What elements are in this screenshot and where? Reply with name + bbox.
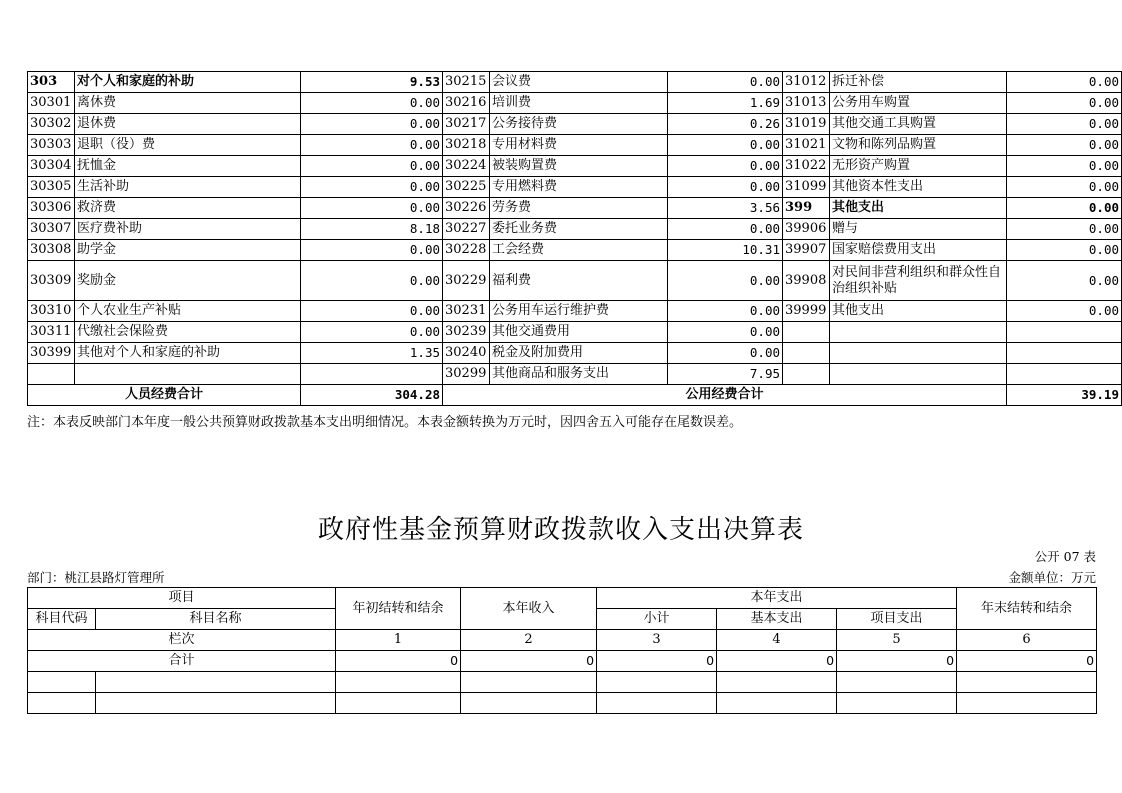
item-name: [830, 343, 1007, 364]
item-value: 7.95: [668, 364, 783, 385]
item-value: 8.18: [301, 219, 443, 240]
item-name: 工会经费: [490, 240, 668, 261]
item-name: 生活补助: [75, 177, 301, 198]
empty-cell: [837, 672, 957, 693]
item-value: 1.35: [301, 343, 443, 364]
item-code: 30227: [443, 219, 490, 240]
item-code: 30224: [443, 156, 490, 177]
table-row: [28, 301, 1122, 322]
table-row: [28, 135, 1122, 156]
item-code: [783, 322, 830, 343]
item-code: 30301: [28, 93, 75, 114]
item-value: 0.00: [668, 322, 783, 343]
column-number: 1: [336, 630, 461, 651]
item-code: 30399: [28, 343, 75, 364]
item-name: 奖励金: [75, 261, 301, 301]
item-code: 30308: [28, 240, 75, 261]
item-code: 31099: [783, 177, 830, 198]
table-row: [28, 343, 1122, 364]
column-number: 2: [461, 630, 597, 651]
department-label: 部门：桃江县路灯管理所: [27, 570, 165, 585]
column-number: 6: [957, 630, 1097, 651]
item-name: 其他交通费用: [490, 322, 668, 343]
item-code: [783, 343, 830, 364]
item-name: 培训费: [490, 93, 668, 114]
column-number-row: [28, 630, 1097, 651]
item-name: 公务用车购置: [830, 93, 1007, 114]
item-name: 个人农业生产补贴: [75, 301, 301, 322]
item-name: 劳务费: [490, 198, 668, 219]
item-value: [1007, 364, 1122, 385]
item-value: 0.00: [1007, 177, 1122, 198]
item-value: 0.00: [668, 156, 783, 177]
item-value: 0.00: [668, 177, 783, 198]
table-row: [28, 322, 1122, 343]
fund-total-value: 0: [597, 651, 717, 672]
item-name: 文物和陈列品购置: [830, 135, 1007, 156]
empty-cell: [717, 693, 837, 714]
empty-cell: [96, 672, 336, 693]
item-value: 0.00: [301, 240, 443, 261]
item-value: [1007, 322, 1122, 343]
empty-cell: [717, 672, 837, 693]
amount-unit-label: 金额单位：万元: [1008, 570, 1096, 585]
item-code: 30226: [443, 198, 490, 219]
personnel-total-value: 304.28: [301, 385, 443, 406]
table-row: [28, 364, 1122, 385]
item-code: 30306: [28, 198, 75, 219]
item-code: 30240: [443, 343, 490, 364]
table-row: [28, 72, 1122, 93]
item-value: 0.00: [668, 219, 783, 240]
item-value: 0.00: [301, 198, 443, 219]
empty-cell: [957, 693, 1097, 714]
item-code: 30305: [28, 177, 75, 198]
table-row: [28, 240, 1122, 261]
item-name: 抚恤金: [75, 156, 301, 177]
item-name: [830, 322, 1007, 343]
item-name: 其他交通工具购置: [830, 114, 1007, 135]
fund-total-value: 0: [336, 651, 461, 672]
item-value: 0.00: [668, 343, 783, 364]
item-name: 救济费: [75, 198, 301, 219]
item-code: 30239: [443, 322, 490, 343]
item-name: [830, 364, 1007, 385]
empty-cell: [837, 693, 957, 714]
item-value: 0.00: [301, 135, 443, 156]
item-name: 对个人和家庭的补助: [75, 72, 301, 93]
item-name: 其他支出: [830, 198, 1007, 219]
item-name: 无形资产购置: [830, 156, 1007, 177]
item-value: 0.00: [1007, 301, 1122, 322]
item-name: 其他商品和服务支出: [490, 364, 668, 385]
item-value: 0.00: [1007, 219, 1122, 240]
item-value: 10.31: [668, 240, 783, 261]
item-code: 30215: [443, 72, 490, 93]
header-income: 本年收入: [461, 588, 597, 630]
table-row: [28, 156, 1122, 177]
item-code: 30311: [28, 322, 75, 343]
item-value: 0.00: [1007, 93, 1122, 114]
header-project: 项目支出: [837, 609, 957, 630]
item-name: 福利费: [490, 261, 668, 301]
header-expense: 本年支出: [597, 588, 957, 609]
fund-table-title: 政府性基金预算财政拨款收入支出决算表: [317, 515, 804, 545]
header-row-1: [28, 588, 1097, 609]
item-code: 30307: [28, 219, 75, 240]
item-code: 30299: [443, 364, 490, 385]
table-row: [28, 219, 1122, 240]
item-name: 公务接待费: [490, 114, 668, 135]
item-value: 0.26: [668, 114, 783, 135]
item-name: 对民间非营利组织和群众性自治组织补贴: [830, 261, 1007, 301]
empty-cell: [336, 693, 461, 714]
expense-rows: [28, 72, 1122, 385]
item-code: 399: [783, 198, 830, 219]
item-code: 30302: [28, 114, 75, 135]
item-name: 医疗费补助: [75, 219, 301, 240]
item-code: 30231: [443, 301, 490, 322]
fund-total-label: 合计: [28, 651, 336, 672]
item-name: 退休费: [75, 114, 301, 135]
empty-cell: [336, 672, 461, 693]
item-code: 30218: [443, 135, 490, 156]
public-total-label: 公用经费合计: [443, 385, 1007, 406]
item-value: 0.00: [301, 261, 443, 301]
item-value: 0.00: [301, 156, 443, 177]
fund-total-value: 0: [717, 651, 837, 672]
empty-cell: [96, 693, 336, 714]
item-name: 委托业务费: [490, 219, 668, 240]
item-code: 31019: [783, 114, 830, 135]
empty-cell: [461, 672, 597, 693]
fund-total-value: 0: [957, 651, 1097, 672]
item-code: 30216: [443, 93, 490, 114]
header-item: 项目: [28, 588, 336, 609]
item-code: 31013: [783, 93, 830, 114]
item-name: 助学金: [75, 240, 301, 261]
table-code: 公开 07 表: [1034, 549, 1096, 564]
item-name: 国家赔偿费用支出: [830, 240, 1007, 261]
item-name: 其他资本性支出: [830, 177, 1007, 198]
column-number: 5: [837, 630, 957, 651]
fund-total-row: [28, 651, 1097, 672]
column-number-label: 栏次: [28, 630, 336, 651]
item-code: 30225: [443, 177, 490, 198]
table-row: [28, 114, 1122, 135]
header-subject-code: 科目代码: [28, 609, 96, 630]
item-value: [1007, 343, 1122, 364]
item-code: 30228: [443, 240, 490, 261]
item-value: 0.00: [301, 301, 443, 322]
column-number: 3: [597, 630, 717, 651]
item-value: 1.69: [668, 93, 783, 114]
item-code: 39906: [783, 219, 830, 240]
empty-row: [28, 672, 1097, 693]
item-value: 9.53: [301, 72, 443, 93]
item-value: 0.00: [1007, 72, 1122, 93]
item-code: [783, 364, 830, 385]
empty-cell: [461, 693, 597, 714]
item-code: 31012: [783, 72, 830, 93]
table-row: [28, 177, 1122, 198]
item-name: [75, 364, 301, 385]
item-value: [301, 364, 443, 385]
empty-cell: [28, 672, 96, 693]
fund-total-value: 0: [461, 651, 597, 672]
item-name: 被装购置费: [490, 156, 668, 177]
item-value: 0.00: [301, 114, 443, 135]
item-name: 赠与: [830, 219, 1007, 240]
table-row: [28, 93, 1122, 114]
item-value: 0.00: [668, 72, 783, 93]
item-code: 30310: [28, 301, 75, 322]
item-value: 0.00: [301, 93, 443, 114]
item-value: 0.00: [668, 301, 783, 322]
item-name: 代缴社会保险费: [75, 322, 301, 343]
item-code: 39999: [783, 301, 830, 322]
item-code: 30229: [443, 261, 490, 301]
item-code: 303: [28, 72, 75, 93]
item-value: 0.00: [301, 177, 443, 198]
item-value: 0.00: [1007, 135, 1122, 156]
item-name: 退职（役）费: [75, 135, 301, 156]
item-name: 其他对个人和家庭的补助: [75, 343, 301, 364]
item-code: [28, 364, 75, 385]
fund-total-value: 0: [837, 651, 957, 672]
table-row: [28, 261, 1122, 301]
empty-cell: [597, 693, 717, 714]
personnel-total-label: 人员经费合计: [28, 385, 301, 406]
item-code: 30303: [28, 135, 75, 156]
item-value: 0.00: [301, 322, 443, 343]
item-code: 31021: [783, 135, 830, 156]
table-note: 注：本表反映部门本年度一般公共预算财政拨款基本支出明细情况。本表金额转换为万元时，因四舍五入可能存在尾数误差。: [27, 415, 743, 430]
item-code: 39907: [783, 240, 830, 261]
public-total-value: 39.19: [1007, 385, 1122, 406]
empty-cell: [597, 672, 717, 693]
item-name: 拆迁补偿: [830, 72, 1007, 93]
basic-expense-table: [27, 71, 1122, 406]
item-name: 其他支出: [830, 301, 1007, 322]
item-value: 0.00: [1007, 156, 1122, 177]
item-code: 30309: [28, 261, 75, 301]
header-subtotal: 小计: [597, 609, 717, 630]
item-code: 31022: [783, 156, 830, 177]
empty-cell: [28, 693, 96, 714]
item-name: 专用材料费: [490, 135, 668, 156]
table-row: [28, 198, 1122, 219]
item-name: 公务用车运行维护费: [490, 301, 668, 322]
item-code: 30304: [28, 156, 75, 177]
header-begin-balance: 年初结转和结余: [336, 588, 461, 630]
total-row: [28, 385, 1122, 406]
header-basic: 基本支出: [717, 609, 837, 630]
item-name: 会议费: [490, 72, 668, 93]
fund-budget-table: [27, 587, 1097, 714]
item-value: 0.00: [1007, 114, 1122, 135]
item-name: 税金及附加费用: [490, 343, 668, 364]
column-number: 4: [717, 630, 837, 651]
header-end-balance: 年末结转和结余: [957, 588, 1097, 630]
header-subject-name: 科目名称: [96, 609, 336, 630]
item-name: 专用燃料费: [490, 177, 668, 198]
item-code: 30217: [443, 114, 490, 135]
item-value: 3.56: [668, 198, 783, 219]
item-value: 0.00: [668, 261, 783, 301]
item-value: 0.00: [1007, 261, 1122, 301]
item-value: 0.00: [1007, 240, 1122, 261]
empty-cell: [957, 672, 1097, 693]
item-code: 39908: [783, 261, 830, 301]
item-value: 0.00: [668, 135, 783, 156]
empty-row: [28, 693, 1097, 714]
item-value: 0.00: [1007, 198, 1122, 219]
item-name: 离休费: [75, 93, 301, 114]
